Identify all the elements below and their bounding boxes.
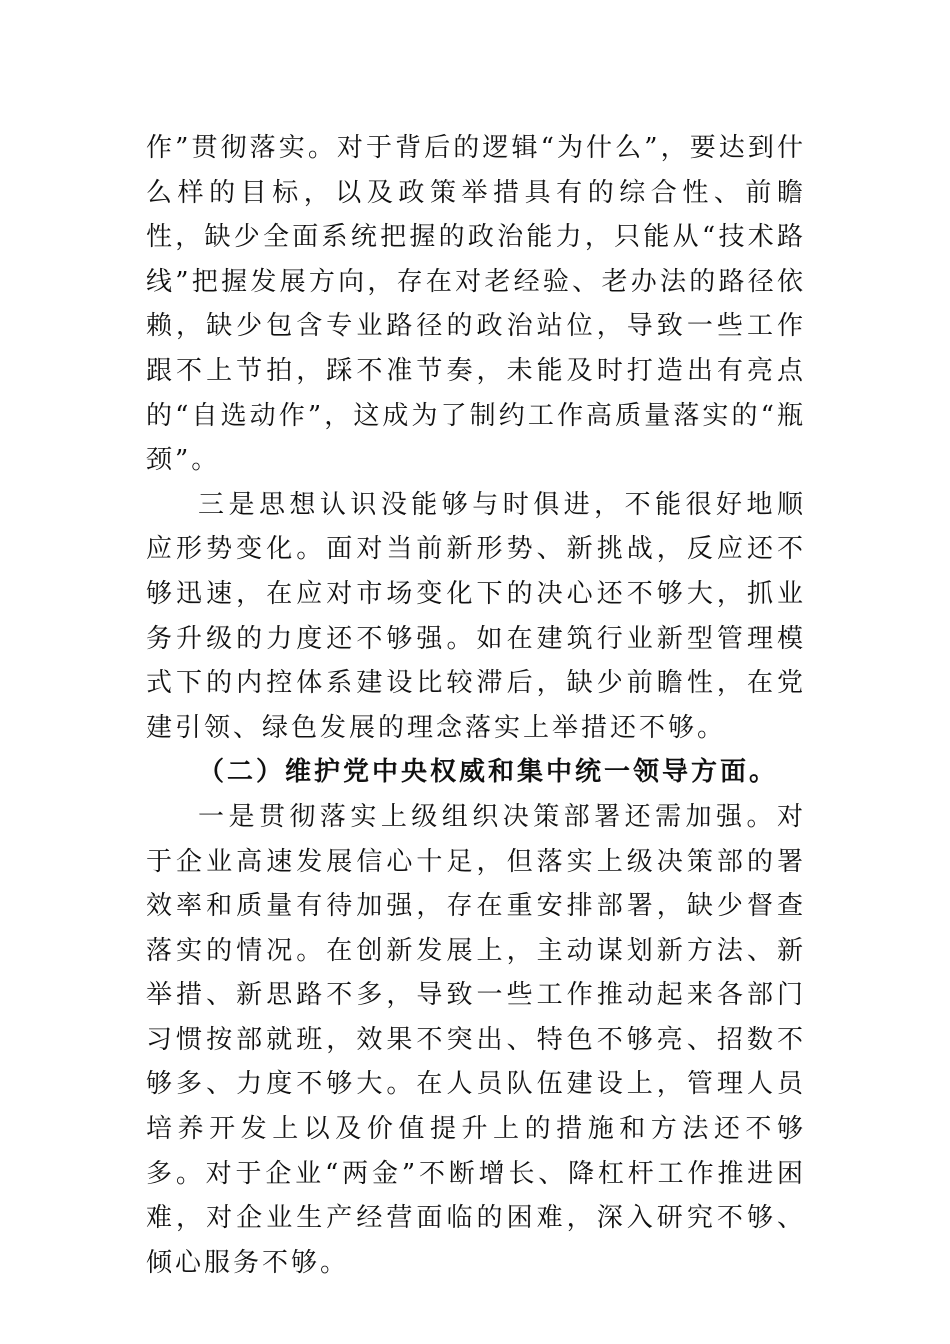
paragraph-point-three: 三是思想认识没能够与时俱进，不能很好地顺应形势变化。面对当前新形势、新挑战，反应还不够迅速，在应对市场变化下的决心还不够大，抓业务升级的力度还不够强。如在建筑行业新型管理模式下的内控体系建设比较滞后，缺少前瞻性，在党建引领、绿色发展的理念落实上举措还不够。 [146, 489, 806, 743]
section-heading: （二）维护党中央权威和集中统一领导方面。 [198, 757, 779, 788]
paragraph-continuation: 作”贯彻落实。对于背后的逻辑“为什么”，要达到什么样的目标，以及政策举措具有的综合性、前瞻性，缺少全面系统把握的政治能力，只能从“技术路线”把握发展方向，存在对老经验、老办法的路径依赖，缺少包含专业路径的政治站位，导致一些工作跟不上节拍，踩不准节奏，未能及时打造出有亮点的“自选动作”，这成为了制约工作高质量落实的“瓶颈”。 [146, 133, 806, 476]
document-body [146, 126, 806, 1285]
paragraph-point-one: 一是贯彻落实上级组织决策部署还需加强。对于企业高速发展信心十足，但落实上级决策部的署效率和质量有待加强，存在重安排部署，缺少督查落实的情况。在创新发展上，主动谋划新方法、新举措、新思路不多，导致一些工作推动起来各部门习惯按部就班，效果不突出、特色不够亮、招数不够多、力度不够大。在人员队伍建设上，管理人员培养开发上以及价值提升上的措施和方法还不够多。对于企业“两金”不断增长、降杠杆工作推进困难，对企业生产经营面临的困难，深入研究不够、倾心服务不够。 [146, 801, 806, 1278]
